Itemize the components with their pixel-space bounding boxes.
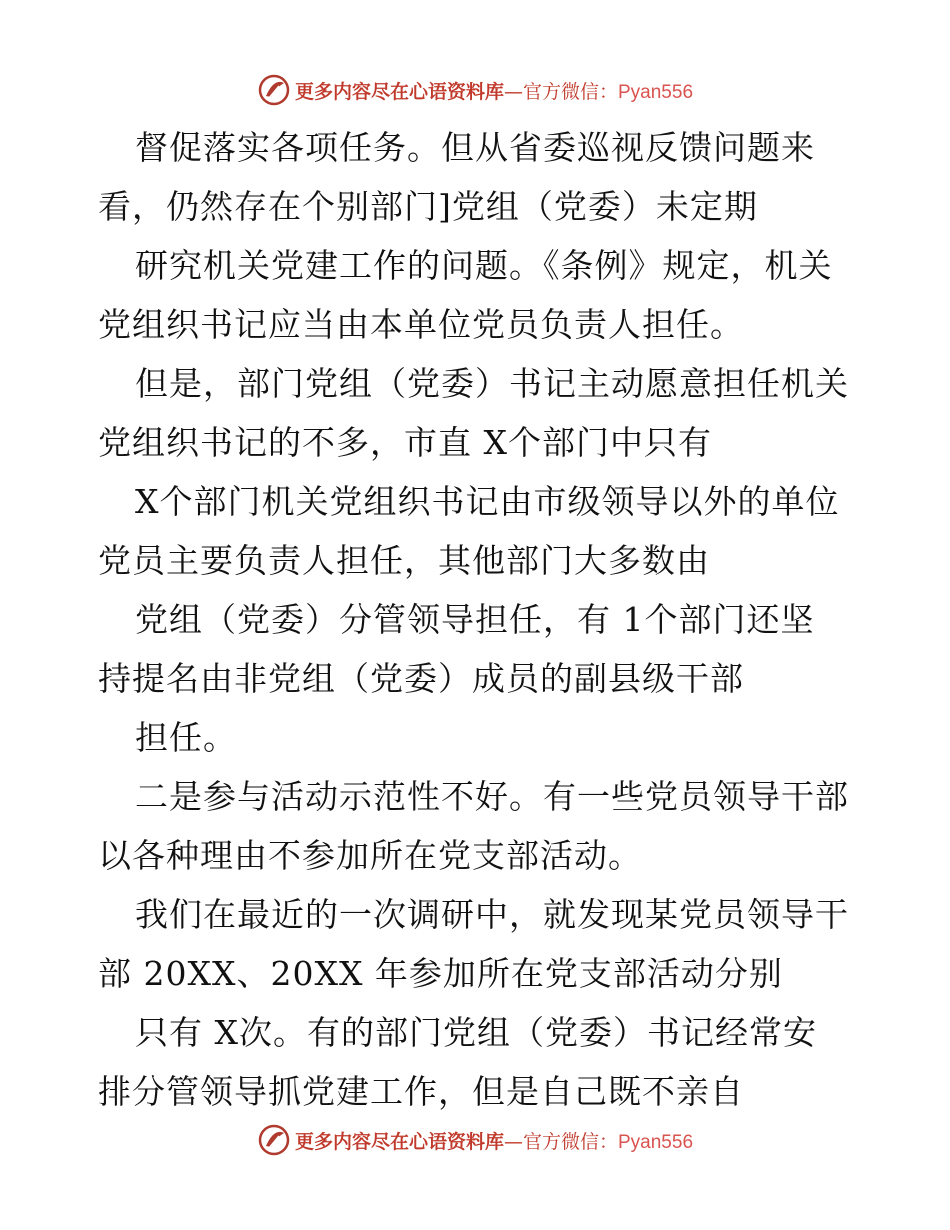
text-line: 二是参与活动示范性不好。有一些党员领导干部 [135,777,849,816]
text-line: 看，仍然存在个别部门]党组（党委）未定期 [98,187,758,226]
banner-text [295,1127,693,1154]
logo-icon [257,1123,291,1157]
header-banner [0,70,950,110]
banner-wechat-label: 官方微信： [522,1130,618,1153]
banner-dash: — [503,1130,523,1153]
text-line: X个部门机关党组织书记由市级领导以外的单位 [135,482,840,521]
text-line: 只有 X次。有的部门党组（党委）书记经常安 [135,1013,817,1052]
text-line: 党组织书记的不多，市直 X个部门中只有 [98,423,712,462]
text-line: 但是，部门党组（党委）书记主动愿意担任机关 [135,364,849,403]
banner-main: 更多内容尽在心语资料库 [294,1130,504,1153]
text-line: 党组（党委）分管领导担任，有 1个部门还坚 [135,600,815,639]
text-line: 排分管领导抓党建工作，但是自己既不亲自 [98,1072,744,1111]
text-line: 持提名由非党组（党委）成员的副县级干部 [98,659,744,698]
banner-dash: — [503,80,523,103]
banner-text [295,77,693,104]
text-line: 部 20XX、20XX 年参加所在党支部活动分别 [98,954,783,993]
text-line: 我们在最近的一次调研中，就发现某党员领导干 [135,895,849,934]
banner-wechat-label: 官方微信： [522,80,618,103]
text-line: 研究机关党建工作的问题。《条例》规定，机关 [135,246,833,285]
banner-wechat-id: Pyan556 [618,81,694,103]
logo-icon [257,73,291,107]
footer-banner [0,1120,950,1160]
text-line: 督促落实各项任务。但从省委巡视反馈问题来 [135,128,815,167]
text-line: 以各种理由不参加所在党支部活动。 [98,836,642,875]
text-line: 担任。 [135,718,237,757]
text-line: 党员主要负责人担任，其他部门大多数由 [98,541,710,580]
banner-main: 更多内容尽在心语资料库 [294,80,504,103]
banner-wechat-id: Pyan556 [618,1131,694,1153]
text-line: 党组织书记应当由本单位党员负责人担任。 [98,305,744,344]
